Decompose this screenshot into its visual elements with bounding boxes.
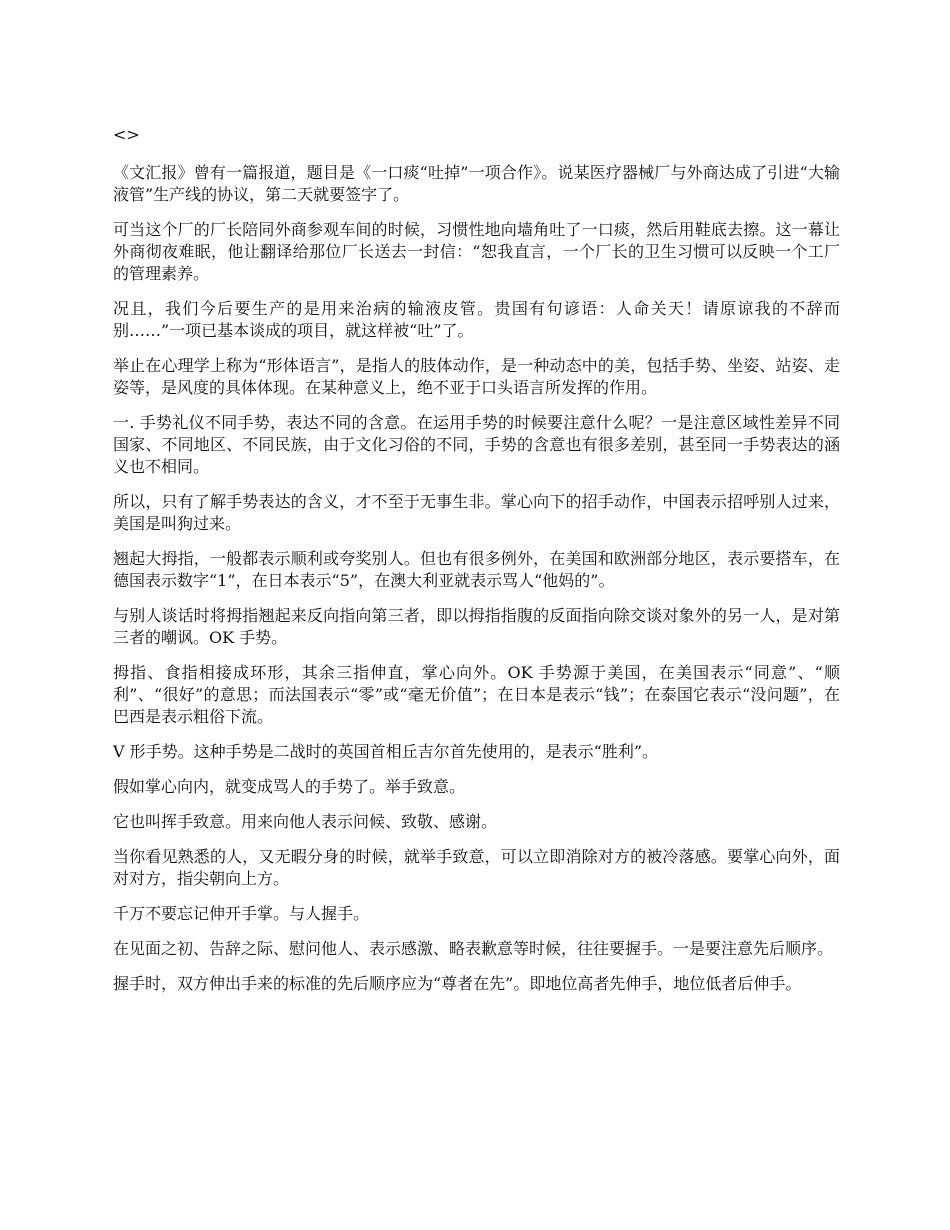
paragraph-13: 当你看见熟悉的人，又无暇分身的时候，就举手致意，可以立即消除对方的被冷落感。要掌心向外，面对对方，指尖朝向上方。 [113,847,840,888]
paragraph-9: 拇指、食指相接成环形，其余三指伸直，掌心向外。OK 手势源于美国，在美国表示“同意”、“顺利”、“很好”的意思；而法国表示“零”或“毫无价值”；在日本是表示“钱”；在泰国它表示“没问题”，在巴西是表示粗俗下流。 [113,663,840,726]
paragraph-16: 握手时，双方伸出手来的标准的先后顺序应为“尊者在先”。即地位高者先伸手，地位低者后伸手。 [113,974,802,993]
paragraph-3: 况且，我们今后要生产的是用来治病的输液皮管。贵国有句谚语：人命关天！请原谅我的不辞而别……”一项已基本谈成的项目，就这样被“吐”了。 [113,299,840,340]
paragraph-4: 举止在心理学上称为“形体语言”，是指人的肢体动作，是一种动态中的美，包括手势、坐姿、站姿、走姿等，是风度的具体体现。在某种意义上，绝不亚于口头语言所发挥的作用。 [113,356,840,397]
paragraph-15: 在见面之初、告辞之际、慰问他人、表示感激、略表歉意等时候，往往要握手。一是要注意先后顺序。 [113,939,834,958]
paragraph-14: 千万不要忘记伸开手掌。与人握手。 [113,904,370,923]
paragraph-12: 它也叫挥手致意。用来向他人表示问候、致敬、感谢。 [113,812,498,831]
document-marker: <> [113,125,140,144]
paragraph-10: V 形手势。这种手势是二战时的英国首相丘吉尔首先使用的，是表示“胜利”。 [113,742,659,761]
paragraph-2: 可当这个厂的厂长陪同外商参观车间的时候，习惯性地向墙角吐了一口痰，然后用鞋底去擦。这一幕让外商彻夜难眠，他让翻译给那位厂长送去一封信：“恕我直言，一个厂长的卫生习惯可以反映一个工厂的管理素养。 [113,220,840,283]
document-page [113,124,840,1008]
paragraph-11: 假如掌心向内，就变成骂人的手势了。举手致意。 [113,777,466,796]
paragraph-5: 一. 手势礼仪不同手势，表达不同的含意。在运用手势的时候要注意什么呢？一是注意区域性差异不同国家、不同地区、不同民族，由于文化习俗的不同，手势的含意也有很多差别，甚至同一手势表达的涵义也不相同。 [113,413,840,476]
paragraph-7: 翘起大拇指，一般都表示顺利或夸奖别人。但也有很多例外，在美国和欧洲部分地区，表示要搭车，在德国表示数字“1”，在日本表示“5”，在澳大利亚就表示骂人“他妈的”。 [113,549,840,590]
paragraph-1: 《文汇报》曾有一篇报道，题目是《一口痰“吐掉”一项合作》。说某医疗器械厂与外商达成了引进“大输液管”生产线的协议，第二天就要签字了。 [113,163,840,204]
paragraph-6: 所以，只有了解手势表达的含义，才不至于无事生非。掌心向下的招手动作，中国表示招呼别人过来，美国是叫狗过来。 [113,492,840,533]
paragraph-8: 与别人谈话时将拇指翘起来反向指向第三者，即以拇指指腹的反面指向除交谈对象外的另一人，是对第三者的嘲讽。OK 手势。 [113,606,840,647]
